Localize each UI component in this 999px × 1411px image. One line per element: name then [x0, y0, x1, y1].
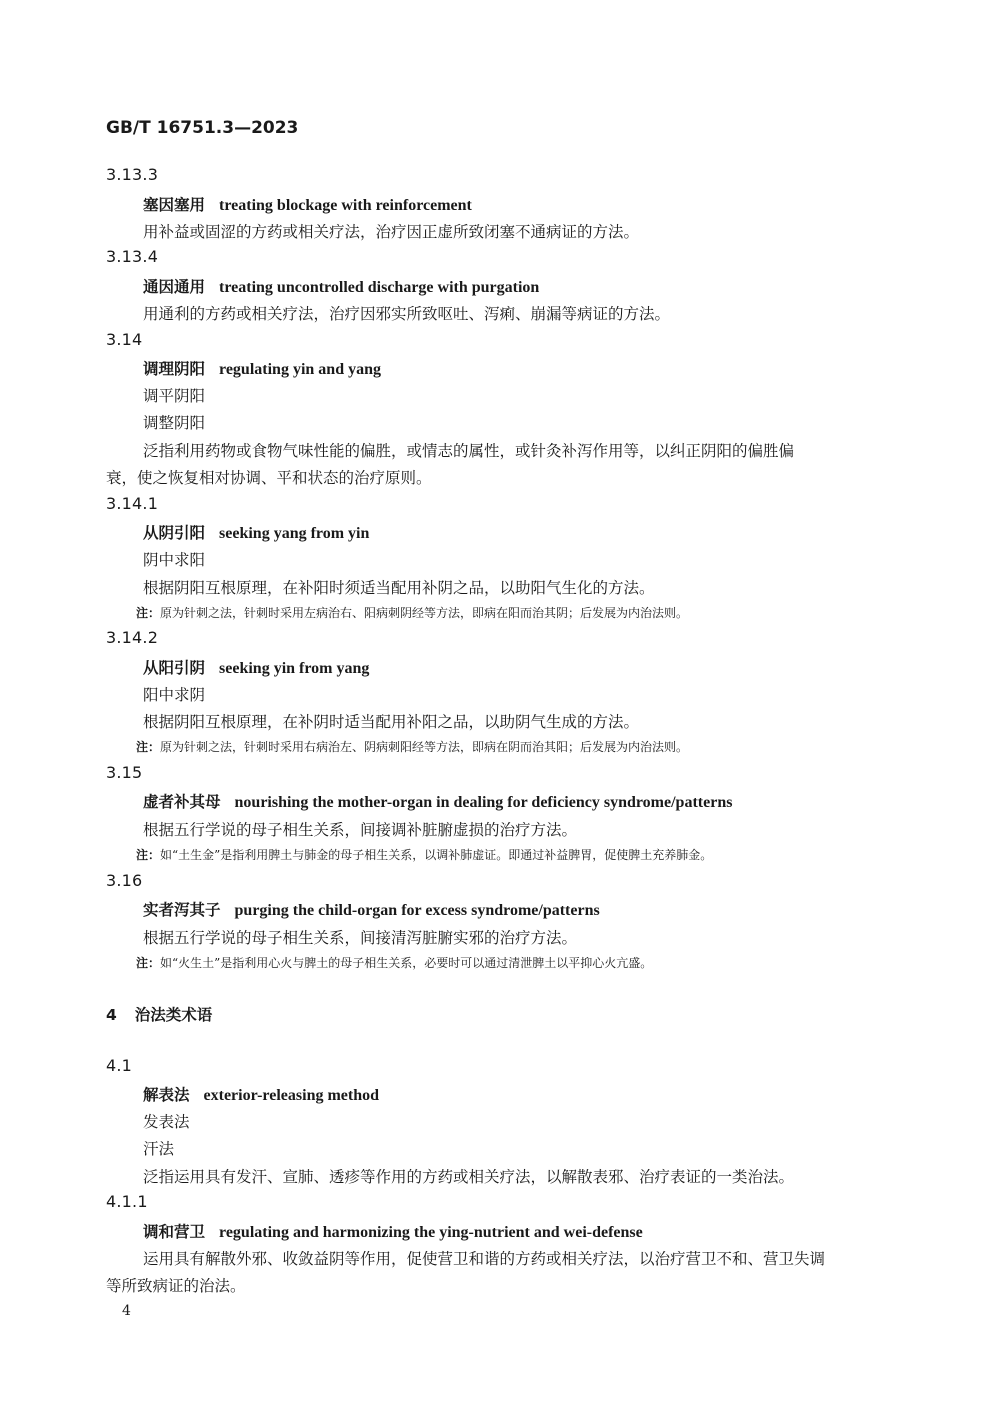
- definition: 泛指运用具有发汗、宣肺、透疹等作用的方药或相关疗法，以解散表邪、治疗表证的一类治法。: [143, 1168, 795, 1186]
- term-en: seeking yin from yang: [219, 660, 370, 677]
- term-zh: 实者泻其子: [143, 901, 221, 919]
- clause-number: 3.14: [106, 330, 143, 349]
- synonym: 发表法: [143, 1113, 190, 1131]
- term-en: treating blockage with reinforcement: [219, 197, 472, 214]
- term-heading: [143, 275, 539, 297]
- definition: 根据五行学说的母子相生关系，间接调补脏腑虚损的治疗方法。: [143, 821, 578, 839]
- term-zh: 解表法: [143, 1086, 190, 1104]
- note: [136, 846, 712, 863]
- term-heading: [143, 357, 381, 379]
- clause-number: 3.14.1: [106, 494, 159, 513]
- term-heading: [143, 1083, 379, 1105]
- term-zh: 从阴引阳: [143, 524, 206, 542]
- note: [136, 604, 688, 621]
- clause-number: 4.1.1: [106, 1192, 148, 1211]
- term-en: regulating and harmonizing the ying-nutrient and wei-defense: [219, 1224, 643, 1241]
- term-en: regulating yin and yang: [219, 361, 381, 378]
- clause-number: 3.13.3: [106, 165, 159, 184]
- clause-number: 3.16: [106, 871, 143, 890]
- clause-number: 3.14.2: [106, 628, 159, 647]
- synonym: 阳中求阴: [143, 686, 206, 704]
- term-zh: 从阳引阴: [143, 659, 206, 677]
- section-number: 4: [106, 1006, 117, 1024]
- note-text: 如“火生土”是指利用心火与脾土的母子相生关系，必要时可以通过清泄脾土以平抑心火亢盛。: [160, 956, 653, 970]
- term-heading: [143, 790, 732, 812]
- term-en: purging the child-organ for excess syndrome/patterns: [234, 902, 600, 919]
- definition: 用通利的方药或相关疗法，治疗因邪实所致呕吐、泻痢、崩漏等病证的方法。: [143, 305, 671, 323]
- definition: 根据阴阳互根原理，在补阴时适当配用补阳之品，以助阴气生成的方法。: [143, 713, 640, 731]
- term-zh: 虚者补其母: [143, 793, 221, 811]
- term-heading: [143, 521, 369, 543]
- term-heading: [143, 1220, 643, 1242]
- standard-id: GB/T 16751.3—2023: [106, 118, 299, 138]
- synonym: 调整阴阳: [143, 414, 206, 432]
- note: [136, 954, 652, 971]
- note-text: 如“土生金”是指利用脾土与肺金的母子相生关系，以调补肺虚证。即通过补益脾胃，促使脾土充养肺金。: [160, 848, 713, 862]
- synonym: 阴中求阳: [143, 551, 206, 569]
- definition: 运用具有解散外邪、收敛益阴等作用，促使营卫和谐的方药或相关疗法，以治疗营卫不和、营卫失调: [143, 1250, 826, 1268]
- note: [136, 738, 688, 755]
- term-zh: 通因通用: [143, 278, 206, 296]
- section-heading: [106, 1003, 212, 1025]
- note-label: 注：: [136, 848, 161, 862]
- definition-continued: 等所致病证的治法。: [106, 1277, 246, 1295]
- definition: 根据五行学说的母子相生关系，间接清泻脏腑实邪的治疗方法。: [143, 929, 578, 947]
- term-zh: 调理阴阳: [143, 360, 206, 378]
- term-zh: 塞因塞用: [143, 196, 206, 214]
- term-heading: [143, 193, 472, 215]
- definition: 用补益或固涩的方药或相关疗法，治疗因正虚所致闭塞不通病证的方法。: [143, 223, 640, 241]
- term-en: exterior-releasing method: [203, 1087, 380, 1104]
- definition: 根据阴阳互根原理，在补阳时须适当配用补阴之品，以助阳气生化的方法。: [143, 579, 655, 597]
- synonym: 汗法: [143, 1140, 175, 1158]
- synonym: 调平阴阳: [143, 387, 206, 405]
- section-title: 治法类术语: [134, 1006, 213, 1024]
- clause-number: 3.13.4: [106, 247, 159, 266]
- term-en: treating uncontrolled discharge with purgation: [219, 279, 540, 296]
- term-en: seeking yang from yin: [219, 525, 370, 542]
- note-text: 原为针刺之法，针刺时采用右病治左、阴病刺阳经等方法，即病在阴而治其阳；后发展为内治法则。: [160, 740, 689, 754]
- definition-continued: 衰，使之恢复相对协调、平和状态的治疗原则。: [106, 469, 432, 487]
- note-label: 注：: [136, 740, 161, 754]
- term-zh: 调和营卫: [143, 1223, 206, 1241]
- term-en: nourishing the mother-organ in dealing for deficiency syndrome/patterns: [234, 794, 733, 811]
- clause-number: 3.15: [106, 763, 143, 782]
- definition: 泛指利用药物或食物气味性能的偏胜，或情志的属性，或针灸补泻作用等，以纠正阴阳的偏胜偏: [143, 442, 795, 460]
- note-label: 注：: [136, 606, 161, 620]
- page-number: 4: [122, 1303, 131, 1319]
- clause-number: 4.1: [106, 1056, 133, 1075]
- note-text: 原为针刺之法，针刺时采用左病治右、阳病刺阴经等方法，即病在阳而治其阴；后发展为内治法则。: [160, 606, 689, 620]
- note-label: 注：: [136, 956, 161, 970]
- term-heading: [143, 898, 600, 920]
- term-heading: [143, 656, 369, 678]
